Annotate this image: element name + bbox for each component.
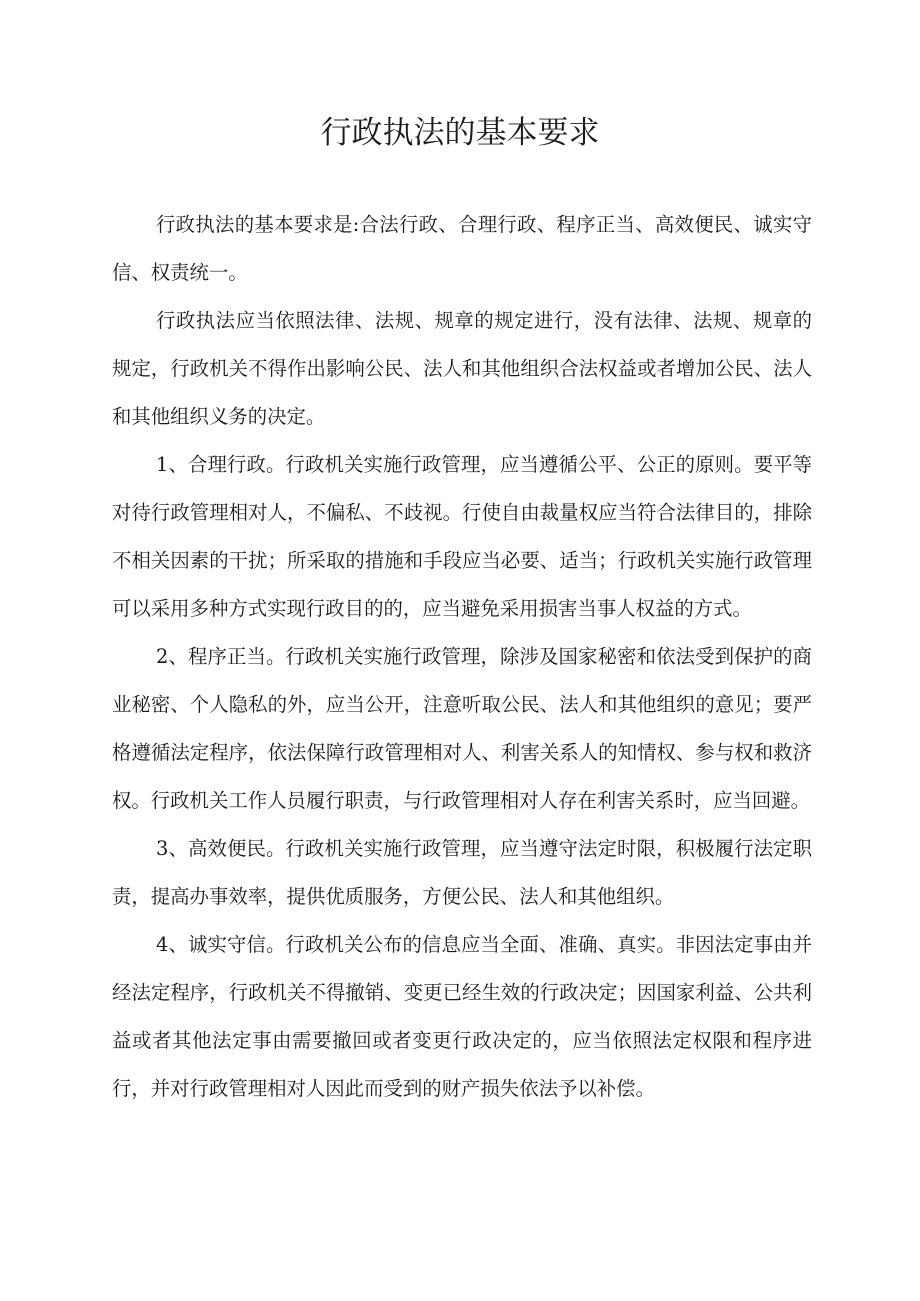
paragraph-legal-basis: 行政执法应当依照法律、法规、规章的规定进行，没有法律、法规、规章的规定，行政机关不得作出影响公民、法人和其他组织合法权益或者增加公民、法人和其他组织义务的决定。 (112, 309, 812, 428)
document-body (112, 201, 812, 1113)
paragraph-due-process: 2、程序正当。行政机关实施行政管理，除涉及国家秘密和依法受到保护的商业秘密、个人隐私的外，应当公开，注意听取公民、法人和其他组织的意见；要严格遵循法定程序，依法保障行政管理相对人、利害关系人的知情权、参与权和救济权。行政机关工作人员履行职责，与行政管理相对人存在利害关系时，应当回避。 (112, 645, 812, 812)
document-title: 行政执法的基本要求 (320, 115, 600, 151)
paragraph-reasonable-administration: 1、合理行政。行政机关实施行政管理，应当遵循公平、公正的原则。要平等对待行政管理相对人，不偏私、不歧视。行使自由裁量权应当符合法律目的，排除不相关因素的干扰；所采取的措施和手段应当必要、适当；行政机关实施行政管理可以采用多种方式实现行政目的的，应当避免采用损害当事人权益的方式。 (112, 453, 812, 620)
paragraph-good-faith: 4、诚实守信。行政机关公布的信息应当全面、准确、真实。非因法定事由并经法定程序，行政机关不得撤销、变更已经生效的行政决定；因国家利益、公共利益或者其他法定事由需要撤回或者变更行政决定的，应当依照法定权限和程序进行，并对行政管理相对人因此而受到的财产损失依法予以补偿。 (112, 933, 812, 1100)
paragraph-intro: 行政执法的基本要求是:合法行政、合理行政、程序正当、高效便民、诚实守信、权责统一。 (112, 213, 812, 284)
paragraph-efficiency-convenience: 3、高效便民。行政机关实施行政管理，应当遵守法定时限，积极履行法定职责，提高办事效率，提供优质服务，方便公民、法人和其他组织。 (112, 837, 812, 908)
